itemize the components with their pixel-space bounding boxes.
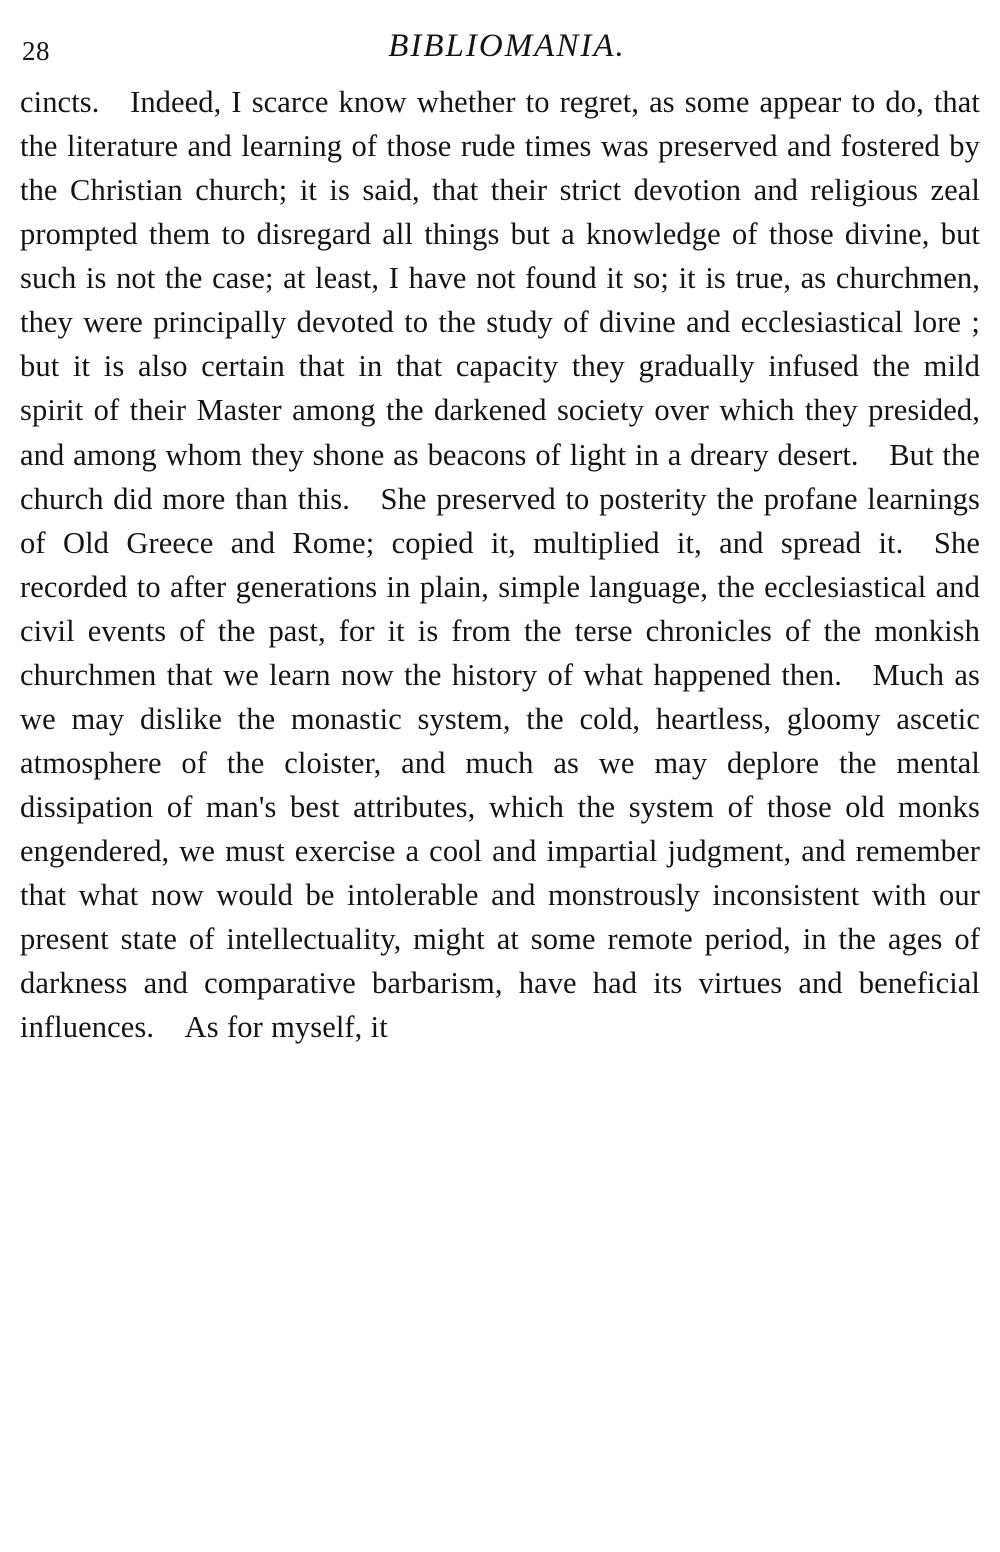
page-number: 28 <box>22 36 50 66</box>
paragraph: cincts. Indeed, I scarce know whether to regret, as some appear to do, that the literature and learning of those rude times was preserved and fostered by the Christian church; it is said, that their strict devotion and religious zeal prompted them to disregard all things but a knowledge of those divine, but such is not the case; at least, I have not found it so; it is true, as churchmen, they were principally devoted to the study of divine and ecclesiastical lore ; but it is also certain that in that capacity they gradually infused the mild spirit of their Master among the darkened society over which they presided, and among whom they shone as beacons of light in a dreary desert. But the church did more than this. She preserved to posterity the profane learnings of Old Greece and Rome; copied it, multiplied it, and spread it. She recorded to after generations in plain, simple language, the ecclesiastical and civil events of the past, for it is from the terse chronicles of the monkish churchmen that we learn now the history of what happened then. Much as we may dislike the monastic system, the cold, heartless, gloomy ascetic atmosphere of the cloister, and much as we may deplore the mental dissipation of man's best attributes, which the system of those old monks engendered, we must exercise a cool and impartial judgment, and remember that what now would be intolerable and monstrously inconsistent with our present state of intellectuality, might at some remote period, in the ages of darkness and comparative barbarism, have had its virtues and beneficial influences. As for myself, it <box>20 85 980 1045</box>
body-text <box>20 80 980 1049</box>
running-title: BIBLIOMANIA. <box>388 28 626 64</box>
running-head <box>20 22 980 70</box>
